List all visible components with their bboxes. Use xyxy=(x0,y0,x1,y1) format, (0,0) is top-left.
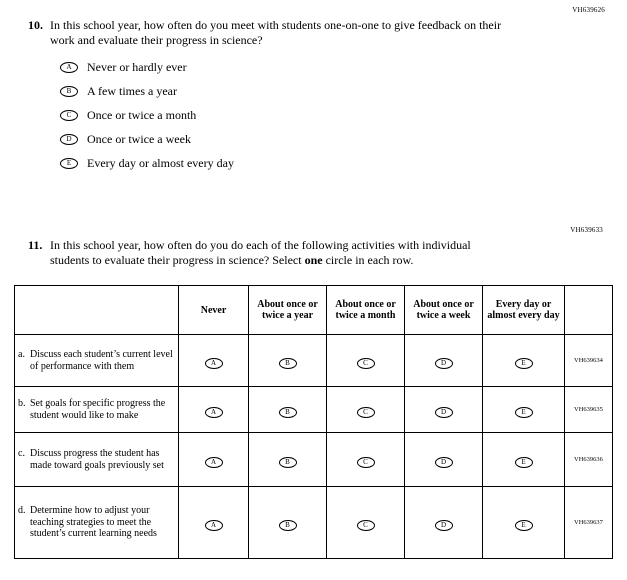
bubble-letter: B xyxy=(285,407,290,416)
question11-text xyxy=(50,238,502,268)
bubble-letter: C xyxy=(363,520,368,529)
q11-text-after: circle in each row. xyxy=(322,253,414,267)
q11-text-bold: one xyxy=(304,253,323,267)
answer-bubble[interactable] xyxy=(357,358,375,369)
header-every-day: Every day or almost every day xyxy=(483,286,565,335)
bubble-cell xyxy=(483,487,565,559)
bubble-cell xyxy=(179,335,249,387)
bubble-letter: A xyxy=(210,457,217,466)
answer-bubble[interactable] xyxy=(279,407,297,418)
bubble-letter: D xyxy=(440,358,447,367)
row-label-cell xyxy=(15,387,179,433)
q10-option-once-twice-month xyxy=(60,108,508,123)
answer-bubble[interactable] xyxy=(60,110,78,121)
table-row-d xyxy=(15,487,613,559)
header-once-twice-month: About once or twice a month xyxy=(327,286,405,335)
option-label: Once or twice a week xyxy=(87,132,191,146)
row-letter: c. xyxy=(18,448,25,459)
row-accession-code: VH639635 xyxy=(565,387,613,433)
row-label: Determine how to adjust your teaching strategies to meet the student’s current learning needs xyxy=(30,505,157,540)
q10-option-every-day xyxy=(60,156,508,171)
bubble-letter: E xyxy=(521,520,526,529)
bubble-cell xyxy=(405,387,483,433)
bubble-cell xyxy=(249,387,327,433)
bubble-cell xyxy=(483,433,565,487)
answer-bubble[interactable] xyxy=(515,407,533,418)
row-label-cell xyxy=(15,433,179,487)
row-label: Discuss progress the student has made toward goals previously set xyxy=(30,448,164,471)
option-label: Every day or almost every day xyxy=(87,156,234,170)
table-row-b xyxy=(15,387,613,433)
bubble-cell xyxy=(179,387,249,433)
answer-bubble[interactable] xyxy=(279,358,297,369)
header-once-twice-week: About once or twice a week xyxy=(405,286,483,335)
answer-bubble[interactable] xyxy=(279,520,297,531)
question-10 xyxy=(28,18,508,180)
answer-bubble[interactable] xyxy=(279,457,297,468)
q10-option-never xyxy=(60,60,508,75)
row-accession-code: VH639637 xyxy=(565,487,613,559)
header-blank xyxy=(15,286,179,335)
question-11 xyxy=(28,238,528,268)
question11-accession-code: VH639633 xyxy=(570,226,603,234)
header-once-twice-year: About once or twice a year xyxy=(249,286,327,335)
bubble-cell xyxy=(179,433,249,487)
answer-bubble[interactable] xyxy=(205,457,223,468)
bubble-letter: C xyxy=(363,358,368,367)
bubble-letter: A xyxy=(210,520,217,529)
row-letter: a. xyxy=(18,349,25,360)
bubble-cell xyxy=(327,487,405,559)
bubble-cell xyxy=(249,433,327,487)
bubble-cell xyxy=(483,335,565,387)
row-label: Set goals for specific progress the student would like to make xyxy=(30,398,166,421)
row-label-cell xyxy=(15,335,179,387)
bubble-letter: C xyxy=(66,111,72,119)
bubble-letter: C xyxy=(363,457,368,466)
row-letter: d. xyxy=(18,505,26,517)
answer-bubble[interactable] xyxy=(60,86,78,97)
answer-bubble[interactable] xyxy=(205,358,223,369)
bubble-letter: A xyxy=(210,358,217,367)
bubble-letter: A xyxy=(66,63,72,71)
q11-text-before: In this school year, how often do you do each of the following activities with individual students to evaluate their progress in science? Select xyxy=(50,238,471,267)
bubble-letter: E xyxy=(521,407,526,416)
q10-option-few-times-year xyxy=(60,84,508,99)
bubble-letter: D xyxy=(440,407,447,416)
answer-bubble[interactable] xyxy=(357,520,375,531)
bubble-cell xyxy=(179,487,249,559)
answer-bubble[interactable] xyxy=(205,407,223,418)
answer-bubble[interactable] xyxy=(357,457,375,468)
bubble-cell xyxy=(327,433,405,487)
bubble-cell xyxy=(327,387,405,433)
bubble-letter: E xyxy=(66,159,72,167)
header-code-blank xyxy=(565,286,613,335)
answer-bubble[interactable] xyxy=(515,358,533,369)
answer-bubble[interactable] xyxy=(435,358,453,369)
option-label: A few times a year xyxy=(87,84,177,98)
bubble-cell xyxy=(249,335,327,387)
table-row-c xyxy=(15,433,613,487)
answer-bubble[interactable] xyxy=(357,407,375,418)
bubble-letter: D xyxy=(66,135,72,143)
question11-number: 11. xyxy=(28,238,43,252)
q10-option-once-twice-week xyxy=(60,132,508,147)
question10-options xyxy=(60,60,508,171)
bubble-cell xyxy=(405,433,483,487)
bubble-cell xyxy=(405,487,483,559)
bubble-cell xyxy=(249,487,327,559)
answer-bubble[interactable] xyxy=(435,520,453,531)
row-letter: b. xyxy=(18,398,26,409)
bubble-letter: B xyxy=(285,520,290,529)
header-never: Never xyxy=(179,286,249,335)
answer-bubble[interactable] xyxy=(435,407,453,418)
answer-bubble[interactable] xyxy=(435,457,453,468)
q11-response-table xyxy=(14,285,613,559)
row-accession-code: VH639634 xyxy=(565,335,613,387)
bubble-letter: E xyxy=(521,457,526,466)
table-row-a xyxy=(15,335,613,387)
answer-bubble[interactable] xyxy=(60,62,78,73)
row-label-cell xyxy=(15,487,179,559)
bubble-letter: B xyxy=(285,358,290,367)
row-accession-code: VH639636 xyxy=(565,433,613,487)
answer-bubble[interactable] xyxy=(515,457,533,468)
bubble-letter: B xyxy=(285,457,290,466)
bubble-cell xyxy=(327,335,405,387)
bubble-letter: D xyxy=(440,457,447,466)
bubble-letter: D xyxy=(440,520,447,529)
question10-text: In this school year, how often do you meet with students one-on-one to give feedback on their work and evaluate their progress in science? xyxy=(50,18,502,47)
bubble-cell xyxy=(405,335,483,387)
bubble-letter: B xyxy=(66,87,72,95)
answer-bubble[interactable] xyxy=(60,158,78,169)
bubble-letter: C xyxy=(363,407,368,416)
table-header-row xyxy=(15,286,613,335)
answer-bubble[interactable] xyxy=(515,520,533,531)
bubble-letter: A xyxy=(210,407,217,416)
bubble-letter: E xyxy=(521,358,526,367)
option-label: Never or hardly ever xyxy=(87,60,187,74)
row-label: Discuss each student’s current level of performance with them xyxy=(30,349,173,372)
answer-bubble[interactable] xyxy=(60,134,78,145)
question10-number: 10. xyxy=(28,18,43,32)
answer-bubble[interactable] xyxy=(205,520,223,531)
option-label: Once or twice a month xyxy=(87,108,197,122)
question10-accession-code: VH639626 xyxy=(572,6,605,14)
bubble-cell xyxy=(483,387,565,433)
